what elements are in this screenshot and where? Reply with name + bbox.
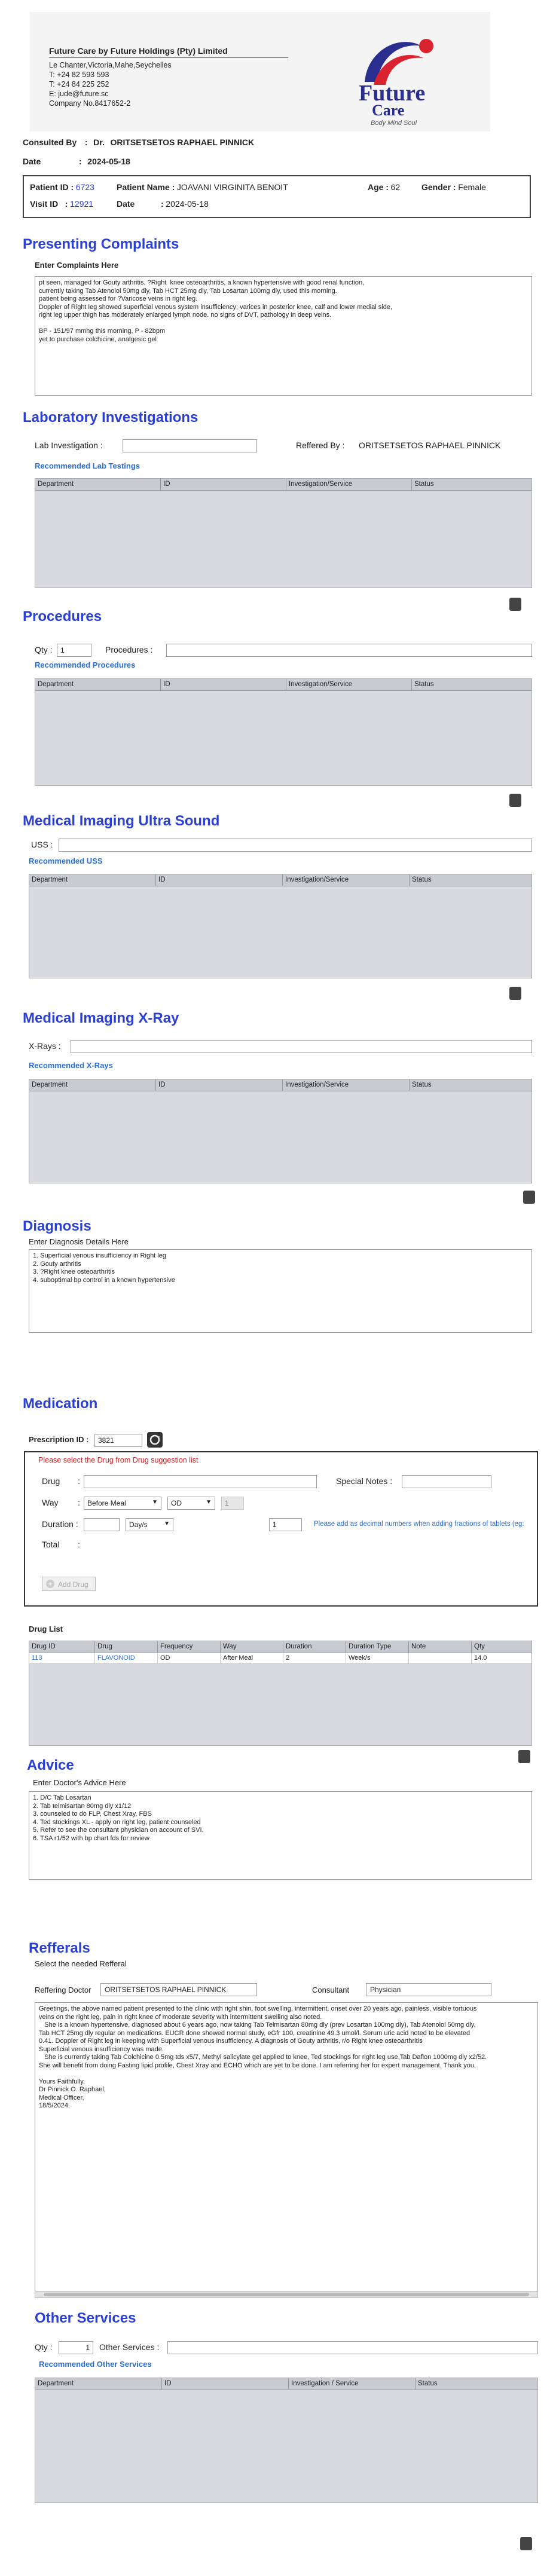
xray-table bbox=[29, 1079, 532, 1183]
column-header: Status bbox=[412, 876, 432, 883]
medication-title: Medication bbox=[23, 1396, 98, 1412]
company-number: Company No.8417652-2 bbox=[49, 99, 131, 108]
trash-icon[interactable] bbox=[509, 987, 521, 1000]
xray-label: X-Rays : bbox=[29, 1041, 61, 1051]
column-header: Status bbox=[414, 481, 434, 488]
add-drug-button[interactable]: + Add Drug bbox=[42, 1577, 96, 1591]
trash-icon[interactable] bbox=[518, 1750, 530, 1763]
trash-icon[interactable] bbox=[509, 794, 521, 807]
trash-icon[interactable] bbox=[520, 2537, 532, 2550]
column-header: Department bbox=[29, 874, 156, 886]
xray-input[interactable] bbox=[71, 1040, 532, 1053]
column-header: Status bbox=[414, 681, 434, 688]
logo-tagline: Body Mind Soul bbox=[371, 120, 417, 127]
add-icon: + bbox=[46, 1580, 54, 1588]
chevron-down-icon: ▼ bbox=[206, 1499, 212, 1506]
patient-gender: Female bbox=[458, 182, 486, 192]
table-header bbox=[29, 874, 531, 886]
company-name: Future Care by Future Holdings (Pty) Limited bbox=[49, 46, 228, 56]
uss-table bbox=[29, 874, 532, 978]
column-header: Department bbox=[35, 479, 161, 490]
column-header: Investigation/Service bbox=[283, 874, 410, 886]
doctor-name: ORITSETSETOS RAPHAEL PINNICK bbox=[110, 137, 255, 147]
diagnosis-textarea[interactable]: 1. Superficial venous insufficiency in Right leg 2. Gouty arthritis 3. ?Right knee osteoarthritis 4. suboptimal bp control in a known hypertensive bbox=[29, 1249, 532, 1333]
table-cell: 2 bbox=[283, 1653, 346, 1663]
recommended-xray-label: Recommended X-Rays bbox=[29, 1061, 113, 1070]
other-services-table bbox=[35, 2378, 538, 2503]
advice-textarea[interactable]: 1. D/C Tab Losartan 2. Tab telmisartan 80mg dly x1/12 3. counseled to do FLP, Chest Xray, FBS 4. Ted stockings XL - apply on right leg, patient counseled 5. Refer to see the consultant physician on account of SVI. 6. TSA r1/52 with bp chart fds for review bbox=[29, 1791, 532, 1880]
drug-suggestion-warning: Please select the Drug from Drug suggestion list bbox=[38, 1456, 198, 1464]
column-header: ID bbox=[162, 2378, 289, 2390]
column-header: Way bbox=[221, 1641, 283, 1653]
recommended-lab-label: Recommended Lab Testings bbox=[35, 461, 140, 470]
recommended-procedures-label: Recommended Procedures bbox=[35, 660, 136, 669]
column-header: ID bbox=[156, 1079, 283, 1091]
table-cell: Week/s bbox=[346, 1653, 409, 1663]
patient-info-box: Patient ID : 6723 Patient Name : JOAVANI VIRGINITA BENOIT Age : 62 Gender : Female Visit ID : 12921 Date : 2024-05-18 bbox=[23, 175, 531, 218]
table-cell: OD bbox=[158, 1653, 221, 1663]
qty-label: Qty : bbox=[35, 645, 53, 654]
lab-table bbox=[35, 478, 532, 588]
qty-label: Qty : bbox=[35, 2342, 53, 2352]
patient-age: 62 bbox=[390, 182, 401, 192]
column-header: Status bbox=[418, 2380, 438, 2387]
recommended-other-services-label: Recommended Other Services bbox=[39, 2360, 152, 2369]
table-header bbox=[35, 479, 531, 491]
company-address: Le Chanter,Victoria,Mahe,Seychelles bbox=[49, 61, 172, 69]
table-header bbox=[35, 2378, 537, 2390]
qty-input[interactable]: 1 bbox=[59, 2341, 93, 2354]
uss-input[interactable] bbox=[59, 839, 532, 852]
company-info bbox=[49, 46, 288, 108]
advice-title: Advice bbox=[27, 1757, 74, 1773]
visit-date: 2024-05-18 bbox=[166, 199, 209, 209]
complaints-title: Presenting Complaints bbox=[23, 236, 179, 252]
column-header: Investigation/Service bbox=[286, 679, 412, 690]
column-header: Department bbox=[29, 1079, 156, 1091]
company-email: E: jude@future.sc bbox=[49, 90, 109, 98]
consulted-by-row: Consulted By : Dr. ORITSETSETOS RAPHAEL PINNICK bbox=[23, 137, 255, 147]
duration-type-select[interactable]: Day/s ▼ bbox=[126, 1518, 173, 1531]
qty-input[interactable]: 1 bbox=[57, 644, 91, 657]
column-header: Investigation/Service bbox=[283, 1079, 410, 1091]
chevron-down-icon: ▼ bbox=[164, 1520, 170, 1527]
referring-doctor-label: Reffering Doctor bbox=[35, 1985, 91, 1994]
table-cell[interactable]: 113 bbox=[29, 1653, 95, 1663]
column-header: Duration Type bbox=[346, 1641, 409, 1653]
lab-investigation-label: Lab Investigation : bbox=[35, 440, 103, 450]
tablet-quantity-input[interactable]: 1 bbox=[269, 1518, 302, 1531]
logo-word: Care bbox=[372, 102, 405, 119]
prescription-label: Prescription ID : bbox=[29, 1435, 89, 1444]
duration-input[interactable] bbox=[84, 1518, 120, 1531]
referred-by-label: Reffered By : bbox=[296, 440, 345, 450]
column-header: ID bbox=[161, 479, 286, 490]
procedures-table bbox=[35, 678, 532, 786]
table-header bbox=[35, 679, 531, 691]
table-row[interactable] bbox=[29, 1653, 531, 1664]
referrals-title: Refferals bbox=[29, 1940, 90, 1956]
consultant-select[interactable]: Physician bbox=[366, 1983, 491, 1996]
divider bbox=[49, 57, 288, 58]
trash-icon[interactable] bbox=[523, 1191, 535, 1204]
decimal-hint: Please add as decimal numbers when adding fractions of tablets (eg: bbox=[314, 1520, 524, 1528]
procedures-title: Procedures bbox=[23, 608, 102, 625]
column-header: Note bbox=[409, 1641, 472, 1653]
prescription-id-input[interactable]: 3821 bbox=[94, 1434, 142, 1447]
column-header: Status bbox=[412, 1081, 432, 1088]
visit-id[interactable]: 12921 bbox=[70, 199, 94, 209]
lab-title: Laboratory Investigations bbox=[23, 409, 198, 426]
table-cell bbox=[409, 1653, 472, 1663]
advice-subtitle: Enter Doctor's Advice Here bbox=[33, 1778, 126, 1787]
referral-letter-textarea[interactable]: Greetings, the above named patient presented to the clinic with right shin, foot swelling, intermittent, onset over 20 years ago, painless, visible tortuous veins on the right leg, pain in right knee of moderate severity with intermittent swelling also noted. She is a known hypertensive, diagnosed about 6 years ago, now taking Tab Telmisartan 80mg dly (prev Losartan 100mg dly), Tab Atenolol 50mg dly, Tab HCT 25mg dly regular on medications. EUCR done showed normal study, eGfr 100, creatinine 49.3 umol/l. Serum uric acid noted to be elevated 0.41. Doppler of Right leg in keeping with Superficial venous insufficiency. A diagnosis of Gouty arthritis, r/o Right knee osteoarthritis Superficial venous insufficiency was made. She is currently taking Tab Colchicine 0.5mg tds x5/7, Methyl salicylate gel applied to knee, Ted stockings for right leg use,Tab Daflon 1000mg dly x2/52. She will benefit from doing Fasting lipid profile, Chest Xray and ECHO which are yet to be done. I am referring her for expert management. Thank you. Yours Faithfully, Dr Pinnick O. Raphael, Medical Officer, 18/5/2024. bbox=[35, 2002, 538, 2292]
referring-doctor-input[interactable]: ORITSETSETOS RAPHAEL PINNICK bbox=[100, 1983, 257, 1996]
procedures-input[interactable] bbox=[166, 644, 532, 657]
column-header: Drug bbox=[95, 1641, 158, 1653]
recommended-uss-label: Recommended USS bbox=[29, 856, 103, 865]
drug-input[interactable] bbox=[84, 1475, 317, 1488]
consultant-label: Consultant bbox=[312, 1985, 350, 1994]
other-services-label: Other Services : bbox=[99, 2342, 160, 2352]
refresh-icon[interactable] bbox=[147, 1432, 163, 1448]
column-header: ID bbox=[161, 679, 286, 690]
complaints-textarea[interactable]: pt seen, managed for Gouty arthritis, ?Right knee osteoarthritis, a known hypertensive with good renal function, currently taking Tab Atenolol 50mg dly, Tab HCT 25mg dly, Tab Losartan 100mg dly, used this morning. patient being assessed for ?Varicose veins in right leg. Doppler of Right leg showed superficial venous system insufficiency; varices in posterior knee, calf and lower medial side, right leg upper thigh has moderately enlarged lymph node. no signs of DVT, pathology in deep veins. BP - 151/97 mmhg this morning, P - 82bpm yet to purchase colchicine, analgesic gel bbox=[35, 276, 532, 396]
duration-label: Duration : bbox=[42, 1519, 78, 1529]
uss-label: USS : bbox=[31, 840, 53, 849]
column-header: ID bbox=[156, 874, 283, 886]
other-services-input[interactable] bbox=[167, 2341, 538, 2354]
lab-investigation-input[interactable] bbox=[123, 439, 257, 452]
column-header: Department bbox=[35, 2378, 162, 2390]
horizontal-scrollbar[interactable] bbox=[35, 2291, 538, 2298]
logo-word: Future bbox=[359, 81, 426, 106]
trash-icon[interactable] bbox=[509, 598, 521, 611]
chevron-down-icon: ▼ bbox=[152, 1499, 158, 1506]
table-cell: After Meal bbox=[221, 1653, 283, 1663]
drug-list-table bbox=[29, 1641, 532, 1746]
procedures-label: Procedures : bbox=[105, 645, 153, 654]
special-notes-label: Special Notes : bbox=[336, 1476, 393, 1486]
xray-title: Medical Imaging X-Ray bbox=[23, 1010, 179, 1026]
drug-label: Drug bbox=[42, 1476, 60, 1486]
way-select[interactable]: Before Meal ▼ bbox=[84, 1497, 161, 1510]
consult-date: 2024-05-18 bbox=[87, 157, 130, 166]
column-header: Frequency bbox=[158, 1641, 221, 1653]
ultrasound-title: Medical Imaging Ultra Sound bbox=[23, 813, 220, 829]
column-header: Drug ID bbox=[29, 1641, 95, 1653]
table-header bbox=[29, 1079, 531, 1091]
diagnosis-subtitle: Enter Diagnosis Details Here bbox=[29, 1237, 129, 1246]
referrals-subtitle: Select the needed Refferal bbox=[35, 1959, 127, 1968]
company-phone: T: +24 82 593 593 bbox=[49, 71, 109, 79]
frequency-select[interactable]: OD ▼ bbox=[167, 1497, 215, 1510]
column-header: Qty bbox=[474, 1643, 485, 1650]
table-cell: FLAVONOID bbox=[95, 1653, 158, 1663]
column-header: Department bbox=[35, 679, 161, 690]
special-notes-input[interactable] bbox=[402, 1475, 491, 1488]
referred-by-value: ORITSETSETOS RAPHAEL PINNICK bbox=[359, 440, 501, 450]
company-phone: T: +24 84 225 252 bbox=[49, 80, 109, 88]
consult-date-row: Date : 2024-05-18 bbox=[23, 157, 130, 166]
other-services-title: Other Services bbox=[35, 2310, 136, 2326]
medication-form: Please select the Drug from Drug suggestion list Drug : Special Notes : Way : Before Meal ▼ OD ▼ 1 Duration : Day/s ▼ 1 Please add as decimal numbers when adding fractions of tablets (eg: Total : + Add Drug bbox=[24, 1451, 538, 1607]
total-label: Total bbox=[42, 1540, 60, 1549]
drug-list-title: Drug List bbox=[29, 1624, 63, 1633]
patient-id[interactable]: 6723 bbox=[75, 182, 94, 192]
future-care-logo bbox=[353, 25, 442, 127]
table-cell: 14.0 bbox=[474, 1654, 487, 1662]
complaints-subtitle: Enter Complaints Here bbox=[35, 261, 119, 270]
way-label: Way bbox=[42, 1498, 59, 1507]
column-header: Investigation/Service bbox=[286, 479, 412, 490]
column-header: Duration bbox=[283, 1641, 346, 1653]
diagnosis-title: Diagnosis bbox=[23, 1218, 91, 1234]
frequency-number: 1 bbox=[221, 1497, 244, 1510]
patient-name: JOAVANI VIRGINITA BENOIT bbox=[176, 182, 288, 192]
table-header bbox=[29, 1641, 531, 1653]
column-header: Investigation / Service bbox=[289, 2378, 416, 2390]
scrollbar-thumb[interactable] bbox=[44, 2293, 529, 2296]
